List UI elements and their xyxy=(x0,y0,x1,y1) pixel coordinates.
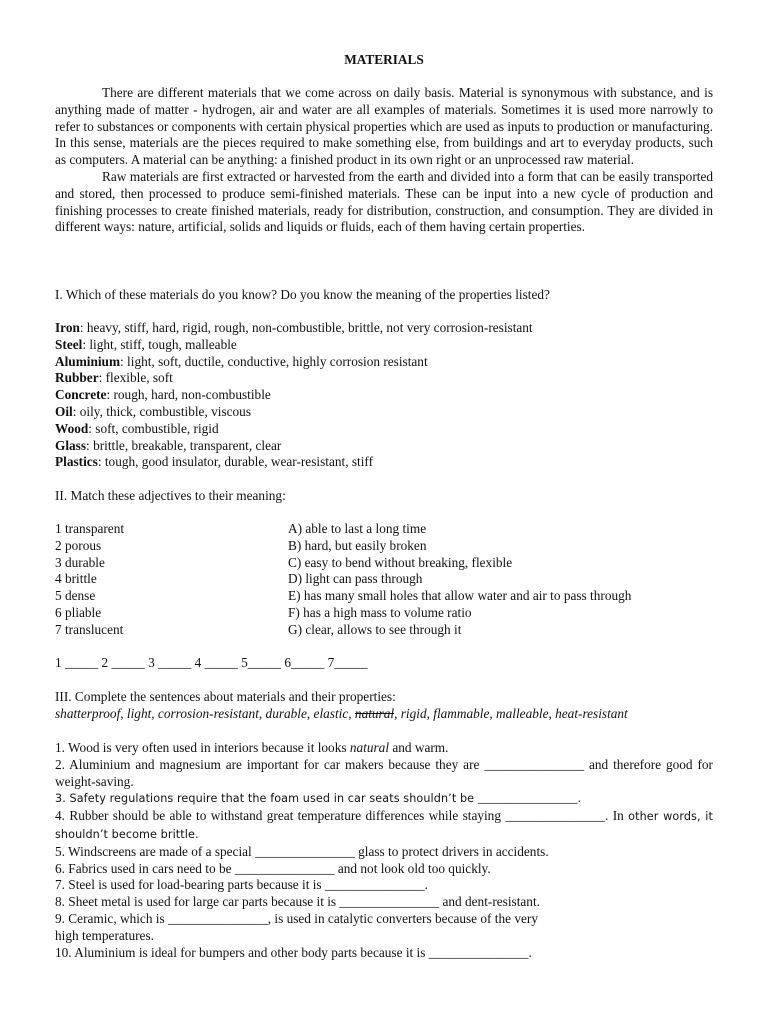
word-bank-part: shatterproof, light, corrosion-resistant, durable, elastic, xyxy=(55,705,355,721)
sentence-10: 10. Aluminium is ideal for bumpers and other body parts because it is _______________. xyxy=(55,944,532,960)
material-properties: : flexible, soft xyxy=(98,370,173,386)
meaning: G) clear, allows to see through it xyxy=(288,621,462,637)
sentence-text: 4. Rubber should be able to withstand great temperature differences while staying _______________. In xyxy=(55,808,629,824)
word-bank xyxy=(55,706,755,723)
matching-row xyxy=(55,571,735,588)
matching-row xyxy=(55,605,735,622)
material-item xyxy=(55,421,735,438)
adjective: 3 durable xyxy=(55,554,105,570)
page-title: MATERIALS xyxy=(344,52,424,67)
material-name: Concrete xyxy=(55,387,107,403)
material-properties: : oily, thick, combustible, viscous xyxy=(72,403,251,419)
material-properties: : tough, good insulator, durable, wear-resistant, stiff xyxy=(97,454,374,470)
matching-row xyxy=(55,588,735,605)
matching-table xyxy=(55,521,735,639)
sentence-6: 6. Fabrics used in cars need to be _______________ and not look old too quickly. xyxy=(55,860,491,876)
material-name: Wood xyxy=(55,420,89,436)
material-item xyxy=(55,320,735,337)
material-properties: : brittle, breakable, transparent, clear xyxy=(86,437,282,453)
meaning: D) light can pass through xyxy=(288,571,423,587)
section-2-question: II. Match these adjectives to their meaning: xyxy=(55,488,286,503)
example-answer: natural xyxy=(349,740,390,755)
material-item xyxy=(55,387,735,404)
material-properties: : rough, hard, non-combustible xyxy=(106,387,271,403)
sentence-5: 5. Windscreens are made of a special _______________ glass to protect drivers in accidents. xyxy=(55,843,549,859)
adjective: 7 translucent xyxy=(55,621,124,637)
adjective: 4 brittle xyxy=(55,571,97,587)
section-3-header xyxy=(55,689,755,723)
matching-row xyxy=(55,555,735,572)
sentence-text: high temperatures. xyxy=(55,927,154,943)
answer-blanks: 1 _____ 2 _____ 3 _____ 4 _____ 5_____ 6_____ 7_____ xyxy=(55,655,368,670)
material-properties: : light, stiff, tough, malleable xyxy=(82,336,237,352)
section-3-question: III. Complete the sentences about materials and their properties: xyxy=(55,689,396,704)
sentence-1 xyxy=(55,740,713,757)
intro-text xyxy=(55,85,713,236)
material-item xyxy=(55,370,735,387)
struck-word: natural xyxy=(354,705,395,721)
material-item xyxy=(55,404,735,421)
sentence-3 xyxy=(55,790,713,808)
material-item xyxy=(55,438,735,455)
sentence-7: 7. Steel is used for load-bearing parts because it is _______________. xyxy=(55,877,428,893)
material-item xyxy=(55,454,735,471)
sentence-9 xyxy=(55,911,713,945)
adjective: 6 pliable xyxy=(55,604,102,620)
material-properties: : light, soft, ductile, conductive, highly corrosion resistant xyxy=(120,353,428,369)
intro-paragraph-2: Raw materials are first extracted or harvested from the earth and divided into a form that can be easily transported and stored, then processed to produce semi-finished materials. These can be input into a new cycle of production and finishing processes to create finished materials, ready for distribution, construction, and consumption. They are divided in different ways: nature, artificial, solids and liquids or fluids, each of them having certain properties. xyxy=(55,168,713,235)
adjective: 2 porous xyxy=(55,537,102,553)
material-properties: : soft, combustible, rigid xyxy=(88,420,219,436)
sentence-text: 3. Safety regulations require that the foam used in car seats shouldn’t be xyxy=(55,792,478,806)
sentence-text: 1. Wood is very often used in interiors because it looks xyxy=(55,740,350,755)
meaning: B) hard, but easily broken xyxy=(288,537,427,553)
intro-paragraph-1: There are different materials that we come across on daily basis. Material is synonymous with substance, and is anything made of matter - hydrogen, air and water are all examples of materials. Sometimes it is used more narrowly to refer to substances or components with certain physical properties which are used as inputs to production or manufacturing. In this sense, materials are the pieces required to make something else, from buildings and art to everyday products, such as computers. A material can be anything: a finished product in its own right or an unprocessed raw material. xyxy=(55,85,714,168)
meaning: E) has many small holes that allow water and air to pass through xyxy=(288,588,632,604)
material-name: Aluminium xyxy=(55,353,121,369)
material-name: Steel xyxy=(55,336,83,352)
sentence-text: and warm. xyxy=(389,740,449,755)
sentence-8: 8. Sheet metal is used for large car parts because it is _______________ and dent-resistant. xyxy=(55,894,540,910)
adjective: 5 dense xyxy=(55,588,96,604)
material-name: Iron xyxy=(55,320,80,335)
matching-row xyxy=(55,521,735,538)
material-item xyxy=(55,354,735,371)
meaning: F) has a high mass to volume ratio xyxy=(288,604,472,620)
material-properties: : heavy, stiff, hard, rigid, rough, non-combustible, brittle, not very corrosion-resistant xyxy=(79,320,533,335)
materials-properties-list xyxy=(55,320,735,471)
matching-row xyxy=(55,622,735,639)
adjective: 1 transparent xyxy=(55,521,125,536)
sentence-4 xyxy=(55,808,713,844)
sentence-2: 2. Aluminium and magnesium are important for car makers because they are _______________ and therefore good for weight-saving. xyxy=(55,756,713,789)
meaning: A) able to last a long time xyxy=(288,521,427,536)
sentence-text: other words, it shouldn’t become brittle. xyxy=(55,810,713,841)
material-name: Rubber xyxy=(55,370,99,386)
sentence-list xyxy=(55,740,713,961)
material-name: Glass xyxy=(55,437,87,453)
sentence-text: . xyxy=(577,792,582,806)
material-item xyxy=(55,337,735,354)
meaning: C) easy to bend without breaking, flexible xyxy=(288,554,513,570)
word-bank-part: , rigid, flammable, malleable, heat-resistant xyxy=(394,705,628,721)
answer-blank: _______________ xyxy=(477,790,578,806)
material-name: Plastics xyxy=(55,454,98,470)
matching-row xyxy=(55,538,735,555)
material-name: Oil xyxy=(55,403,73,419)
section-1-question: I. Which of these materials do you know? Do you know the meaning of the properties listed? xyxy=(55,287,550,302)
sentence-text: 9. Ceramic, which is _______________, is used in catalytic converters because of the very xyxy=(55,910,538,926)
